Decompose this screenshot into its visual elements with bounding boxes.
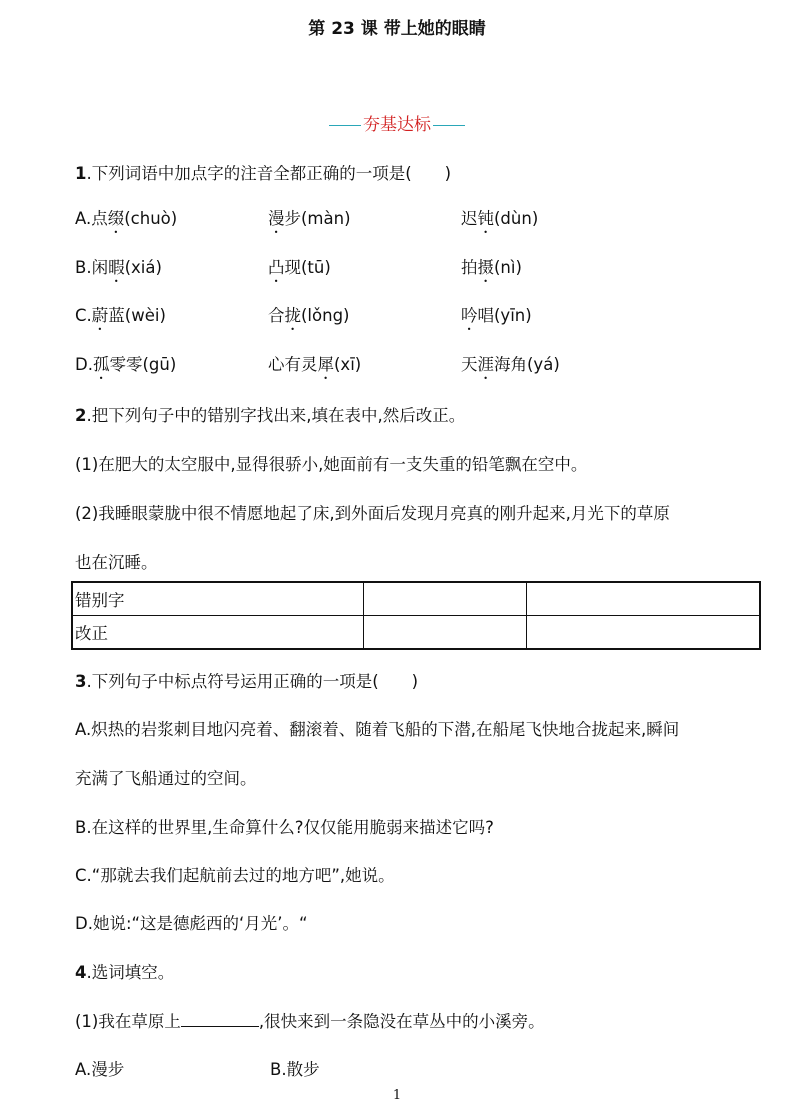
table-row [72, 582, 760, 616]
q1-option-c-3: 吟唱(yīn) [461, 306, 532, 325]
q1-option-a-3: 迟钝(dùn) [461, 209, 539, 228]
q2-sentence-2-line-1: (2)我睡眼蒙胧中很不情愿地起了床,到外面后发现月亮真的刚升起来,月光下的草原 [75, 504, 670, 523]
question-number: 2 [75, 406, 87, 425]
question-text: .把下列句子中的错别字找出来,填在表中,然后改正。 [86, 406, 466, 425]
dotted-char: 钝 [477, 209, 494, 228]
question-1-stem [75, 160, 451, 184]
q2-sentence-1: (1)在肥大的太空服中,显得很骄小,她面前有一支失重的铅笔飘在空中。 [75, 455, 588, 474]
q1-option-c-1: C.蔚蓝(wèi) [75, 306, 166, 325]
q4-option-a: A.漫步 [75, 1060, 125, 1079]
q1-option-a-2: 漫步(màn) [268, 209, 351, 228]
dotted-char: 犀 [317, 355, 334, 374]
q1-option-a-1: A.点缀(chuò) [75, 209, 178, 228]
question-4-stem [75, 959, 174, 983]
dotted-char: 涯 [477, 355, 494, 374]
q1-option-c-2: 合拢(lǒng) [268, 306, 350, 325]
question-number: 3 [75, 672, 87, 691]
question-2-stem [75, 402, 465, 426]
q3-option-a-line-2: 充满了飞船通过的空间。 [75, 769, 257, 788]
heading-rule-right [433, 125, 465, 126]
dotted-char: 吟 [461, 306, 478, 325]
dotted-char: 孤 [92, 355, 110, 374]
question-number: 1 [75, 164, 87, 183]
question-text: .下列句子中标点符号运用正确的一项是( ) [86, 672, 419, 691]
dotted-char: 缀 [107, 209, 125, 228]
answer-cell[interactable] [364, 616, 527, 650]
dotted-char: 凸 [268, 258, 285, 277]
row-label-correction: 改正 [72, 616, 364, 650]
question-text: .选词填空。 [86, 963, 175, 982]
q1-option-d-1: D.孤零零(gū) [75, 355, 177, 374]
dotted-char: 蔚 [91, 306, 109, 325]
q1-option-d-2: 心有灵犀(xī) [268, 355, 362, 374]
answer-table [71, 581, 761, 650]
fill-blank[interactable] [181, 1010, 259, 1027]
q3-option-b: B.在这样的世界里,生命算什么?仅仅能用脆弱来描述它吗? [75, 818, 494, 837]
question-text: .下列词语中加点字的注音全都正确的一项是( ) [86, 164, 452, 183]
heading-rule-left [329, 125, 361, 126]
q3-option-c: C.“那就去我们起航前去过的地方吧”,她说。 [75, 866, 395, 885]
q1-option-d-3: 天涯海角(yá) [461, 355, 560, 374]
answer-cell[interactable] [527, 616, 761, 650]
q1-option-b-3: 拍摄(nì) [461, 258, 522, 277]
dotted-char: 摄 [477, 258, 494, 277]
q3-option-d: D.她说:“这是德彪西的‘月光’。“ [75, 914, 308, 933]
q2-sentence-2-line-2: 也在沉睡。 [75, 553, 158, 572]
dotted-char: 漫 [268, 209, 285, 228]
question-number: 4 [75, 963, 87, 982]
q3-option-a-line-1: A.炽热的岩浆刺目地闪亮着、翻滚着、随着飞船的下潜,在船尾飞快地合拢起来,瞬间 [75, 720, 680, 739]
table-row [72, 616, 760, 650]
q1-option-b-2: 凸现(tū) [268, 258, 331, 277]
dotted-char: 拢 [284, 306, 301, 325]
section-heading [0, 110, 794, 135]
question-3-stem [75, 668, 418, 692]
q4-option-b: B.散步 [270, 1060, 320, 1079]
q4-sentence-1: (1)我在草原上 ,很快来到一条隐没在草丛中的小溪旁。 [75, 1012, 545, 1031]
q1-option-b-1: B.闲暇(xiá) [75, 258, 162, 277]
section-title: 夯基达标 [363, 115, 431, 135]
dotted-char: 暇 [108, 258, 125, 277]
page-number: 1 [392, 1088, 402, 1103]
row-label-wrong-chars: 错别字 [72, 582, 364, 616]
page-title: 第 23 课 带上她的眼睛 [308, 19, 486, 39]
answer-cell[interactable] [364, 582, 527, 616]
answer-cell[interactable] [527, 582, 761, 616]
